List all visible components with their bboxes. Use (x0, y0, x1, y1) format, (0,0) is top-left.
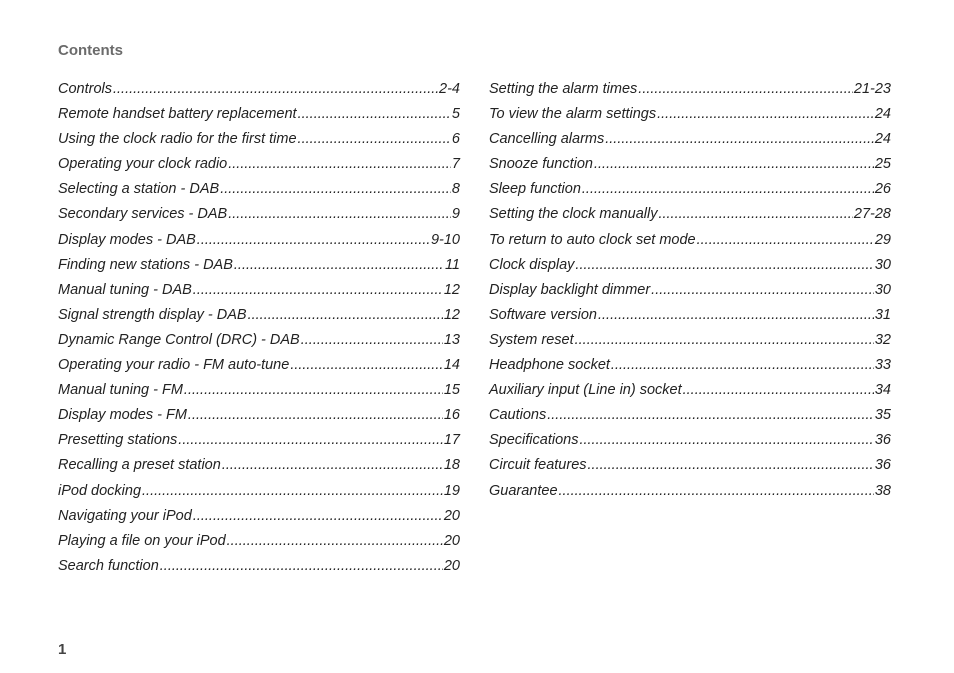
dot-leader (228, 204, 451, 224)
dot-leader (598, 305, 874, 325)
toc-entry[interactable] (58, 355, 460, 380)
toc-entry-page: 24 (874, 106, 891, 123)
toc-entry[interactable] (489, 79, 891, 104)
toc-entry[interactable] (489, 255, 891, 280)
toc-entry-page: 9-10 (430, 231, 460, 248)
toc-entry-title: iPod docking (58, 482, 142, 499)
toc-entry[interactable] (489, 230, 891, 255)
toc-entry-page: 35 (874, 407, 891, 424)
toc-entry[interactable] (489, 129, 891, 154)
toc-entry-title: To return to auto clock set mode (489, 231, 696, 248)
toc-entry-title: Operating your clock radio (58, 156, 228, 173)
dot-leader (193, 506, 443, 526)
dot-leader (160, 556, 443, 576)
toc-entry-page: 24 (874, 131, 891, 148)
toc-entry[interactable] (489, 280, 891, 305)
dot-leader (547, 405, 874, 425)
toc-entry-page: 29 (874, 231, 891, 248)
toc-entry[interactable] (489, 305, 891, 330)
dot-leader (683, 380, 874, 400)
dot-leader (638, 79, 853, 99)
toc-entry[interactable] (58, 556, 460, 581)
toc-entry-title: Controls (58, 81, 112, 97)
dot-leader (220, 179, 451, 199)
toc-entry[interactable] (489, 154, 891, 179)
dot-leader (651, 280, 874, 300)
toc-entry-page: 17 (443, 432, 460, 449)
toc-entry[interactable] (58, 305, 460, 330)
dot-leader (178, 430, 443, 450)
toc-entry-title: Signal strength display - DAB (58, 306, 247, 323)
toc-entry-title: Specifications (489, 432, 579, 449)
toc-entry-page: 34 (874, 382, 891, 399)
toc-entry-page: 20 (443, 532, 460, 549)
toc-entry-title: Auxiliary input (Line in) socket (489, 382, 682, 399)
dot-leader (588, 455, 874, 475)
dot-leader (605, 129, 874, 149)
toc-entry[interactable] (489, 330, 891, 355)
toc-entry-title: Navigating your iPod (58, 507, 192, 524)
toc-entry[interactable] (58, 506, 460, 531)
dot-leader (184, 380, 443, 400)
toc-column-left (58, 79, 460, 581)
dot-leader (234, 255, 444, 275)
dot-leader (298, 104, 451, 124)
toc-entry[interactable] (489, 430, 891, 455)
toc-entry-title: System reset (489, 331, 574, 348)
toc-entry-page: 20 (443, 507, 460, 524)
toc-entry-page: 15 (443, 382, 460, 399)
dot-leader (657, 104, 874, 124)
toc-entry-page: 9 (451, 206, 460, 223)
toc-entry-title: Setting the clock manually (489, 206, 658, 223)
toc-entry-page: 21-23 (853, 81, 891, 97)
dot-leader (697, 230, 874, 250)
toc-column-right (489, 79, 891, 506)
dot-leader (594, 154, 874, 174)
toc-entry-page: 19 (443, 482, 460, 499)
toc-entry-page: 12 (443, 306, 460, 323)
dot-leader (227, 531, 443, 551)
toc-entry-page: 8 (451, 181, 460, 198)
toc-entry-page: 27-28 (853, 206, 891, 223)
toc-entry-title: Dynamic Range Control (DRC) - DAB (58, 331, 300, 348)
toc-entry-title: Headphone socket (489, 357, 610, 374)
toc-entry-title: Manual tuning - FM (58, 382, 183, 399)
dot-leader (575, 330, 874, 350)
dot-leader (579, 430, 873, 450)
toc-entry-page: 26 (874, 181, 891, 198)
toc-entry-page: 13 (443, 331, 460, 348)
toc-entry-page: 5 (451, 106, 460, 123)
toc-entry-title: Cancelling alarms (489, 131, 605, 148)
toc-entry-page: 16 (443, 407, 460, 424)
toc-entry-title: Selecting a station - DAB (58, 181, 220, 198)
dot-leader (193, 280, 443, 300)
toc-entry[interactable] (58, 430, 460, 455)
toc-entry-page: 33 (874, 357, 891, 374)
toc-entry-title: To view the alarm settings (489, 106, 657, 123)
toc-entry-title: Cautions (489, 407, 547, 424)
dot-leader (658, 204, 852, 224)
dot-leader (582, 179, 874, 199)
toc-entry-page: 20 (443, 557, 460, 574)
dot-leader (290, 355, 443, 375)
toc-entry-page: 25 (874, 156, 891, 173)
toc-entry[interactable] (58, 79, 460, 104)
toc-entry[interactable] (489, 104, 891, 129)
toc-entry-title: Software version (489, 306, 597, 323)
toc-entry-title: Playing a file on your iPod (58, 532, 226, 549)
dot-leader (298, 129, 451, 149)
toc-entry[interactable] (58, 104, 460, 129)
toc-entry[interactable] (58, 531, 460, 556)
toc-entry-title: Operating your radio - FM auto-tune (58, 357, 290, 374)
toc-entry-title: Guarantee (489, 482, 558, 499)
toc-entry[interactable] (58, 204, 460, 229)
toc-entry-page: 6 (451, 131, 460, 148)
toc-entry-page: 18 (443, 457, 460, 474)
dot-leader (228, 154, 451, 174)
toc-entry[interactable] (58, 179, 460, 204)
toc-entry-title: Manual tuning - DAB (58, 281, 192, 298)
dot-leader (113, 79, 438, 99)
dot-leader (575, 255, 873, 275)
dot-leader (248, 305, 443, 325)
toc-entry-page: 2-4 (439, 81, 460, 97)
toc-entry-page: 7 (451, 156, 460, 173)
toc-entry-page: 12 (443, 281, 460, 298)
toc-entry[interactable] (58, 455, 460, 480)
toc-entry[interactable] (489, 355, 891, 380)
page-title: Contents (58, 42, 123, 59)
toc-entry[interactable] (489, 380, 891, 405)
toc-entry[interactable] (58, 380, 460, 405)
toc-entry[interactable] (58, 255, 460, 280)
toc-entry-title: Remote handset battery replacement (58, 106, 297, 123)
dot-leader (222, 455, 443, 475)
dot-leader (197, 230, 430, 250)
toc-entry-page: 38 (874, 482, 891, 499)
toc-entry-title: Recalling a preset station (58, 457, 221, 474)
toc-entry-page: 30 (874, 256, 891, 273)
toc-entry-page: 30 (874, 281, 891, 298)
toc-entry[interactable] (489, 481, 891, 506)
toc-entry-title: Presetting stations (58, 432, 178, 449)
toc-entry-title: Clock display (489, 256, 575, 273)
toc-entry[interactable] (489, 204, 891, 229)
toc-entry-page: 31 (874, 306, 891, 323)
dot-leader (301, 330, 443, 350)
dot-leader (142, 481, 443, 501)
toc-entry-title: Setting the alarm times (489, 81, 638, 97)
toc-entry-page: 32 (874, 331, 891, 348)
toc-entry-page: 11 (444, 256, 460, 273)
toc-entry-page: 36 (874, 432, 891, 449)
toc-entry[interactable] (58, 481, 460, 506)
toc-entry[interactable] (58, 230, 460, 255)
page-number: 1 (58, 641, 67, 658)
toc-entry-page: 36 (874, 457, 891, 474)
toc-entry[interactable] (489, 455, 891, 480)
toc-entry[interactable] (58, 405, 460, 430)
toc-entry-page: 14 (443, 357, 460, 374)
toc-entry-title: Circuit features (489, 457, 587, 474)
toc-entry-title: Sleep function (489, 181, 581, 198)
toc-entry[interactable] (58, 330, 460, 355)
dot-leader (611, 355, 874, 375)
toc-entry-title: Using the clock radio for the first time (58, 131, 297, 148)
toc-entry-title: Snooze function (489, 156, 593, 173)
dot-leader (188, 405, 443, 425)
toc-entry-title: Secondary services - DAB (58, 206, 228, 223)
toc-entry-title: Display backlight dimmer (489, 281, 651, 298)
toc-entry[interactable] (58, 280, 460, 305)
toc-entry-title: Display modes - FM (58, 407, 187, 424)
toc-entry[interactable] (58, 129, 460, 154)
dot-leader (559, 481, 874, 501)
toc-entry[interactable] (58, 154, 460, 179)
toc-entry[interactable] (489, 405, 891, 430)
toc-entry[interactable] (489, 179, 891, 204)
toc-entry-title: Search function (58, 557, 159, 574)
toc-entry-title: Display modes - DAB (58, 231, 196, 248)
toc-entry-title: Finding new stations - DAB (58, 256, 233, 273)
